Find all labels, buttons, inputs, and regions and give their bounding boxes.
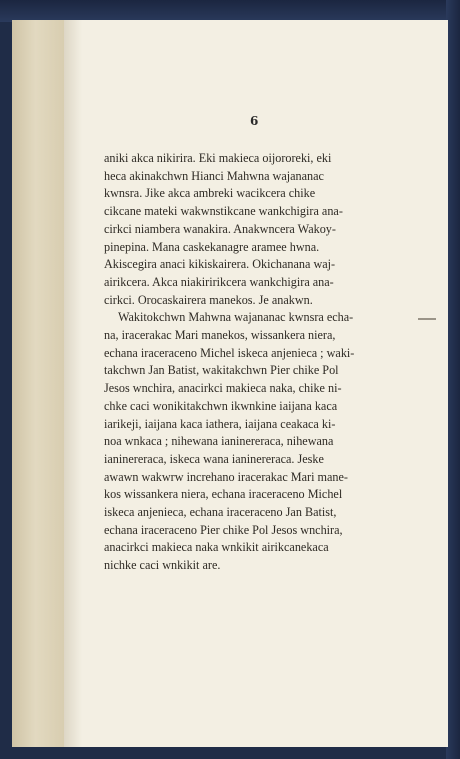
- book-cover-top-edge: [0, 0, 460, 22]
- text-line: anacirkci makieca naka wnkikit airikcanekaca: [104, 540, 329, 555]
- text-line: pinepina. Mana caskekanagre aramee hwna.: [104, 239, 320, 254]
- text-line: cirkci niambera wanakira. Anakwncera Wakoy-: [104, 221, 336, 236]
- text-line: iarikeji, iaijana kaca iathera, iaijana ceakaca ki-: [104, 416, 336, 431]
- text-line: chke caci wonikitakchwn ikwnkine iaijana kaca: [104, 398, 338, 413]
- text-line: Jesos wnchira, anacirkci makieca naka, chike ni-: [104, 381, 342, 396]
- book-page: [12, 20, 448, 747]
- text-line: cirkci. Orocaskairera manekos. Je anakwn.: [104, 292, 313, 307]
- page-gutter-shadow: [64, 20, 82, 747]
- paragraph: [104, 309, 392, 575]
- text-line: ianinereraca, iskeca wana ianinereraca. Jeske: [104, 451, 324, 466]
- body-text: [104, 150, 392, 575]
- text-line: kos wissankera niera, echana iraceraceno Michel: [104, 487, 343, 502]
- text-line: nichke caci wnkikit are.: [104, 558, 221, 573]
- text-line: awawn wakwrw increhano iracerakac Mari mane-: [104, 469, 348, 484]
- text-line: aniki akca nikirira. Eki makieca oijororeki, eki: [104, 151, 332, 165]
- text-line: cikcane mateki wakwnstikcane wankchigira ana-: [104, 204, 343, 219]
- text-line: Akiscegira anaci kikiskairera. Okichanana waj-: [104, 257, 336, 272]
- page-number: 6: [250, 114, 259, 128]
- paragraph: [104, 150, 392, 309]
- text-line: echana iraceraceno Pier chike Pol Jesos wnchira,: [104, 522, 343, 537]
- text-line: noa wnkaca ; nihewana ianinereraca, nihewana: [104, 434, 334, 449]
- margin-mark: [418, 318, 436, 320]
- text-line: heca akinakchwn Hianci Mahwna wajananac: [104, 168, 324, 183]
- text-line: Wakitokchwn Mahwna wajananac kwnsra echa-: [118, 310, 354, 325]
- text-line: iskeca anjenieca, echana iraceraceno Jan Batist,: [104, 505, 337, 520]
- text-line: kwnsra. Jike akca ambreki wacikcera chike: [104, 186, 316, 201]
- text-line: airikcera. Akca niakiririkcera wankchigira ana-: [104, 274, 334, 289]
- text-line: takchwn Jan Batist, wakitakchwn Pier chike Pol: [104, 363, 339, 378]
- book-cover-right-edge: [446, 0, 460, 759]
- page-gutter-stub: [12, 20, 64, 747]
- text-line: na, iracerakac Mari manekos, wissankera niera,: [104, 328, 336, 343]
- text-line: echana iraceraceno Michel iskeca anjenieca ; waki-: [104, 345, 355, 360]
